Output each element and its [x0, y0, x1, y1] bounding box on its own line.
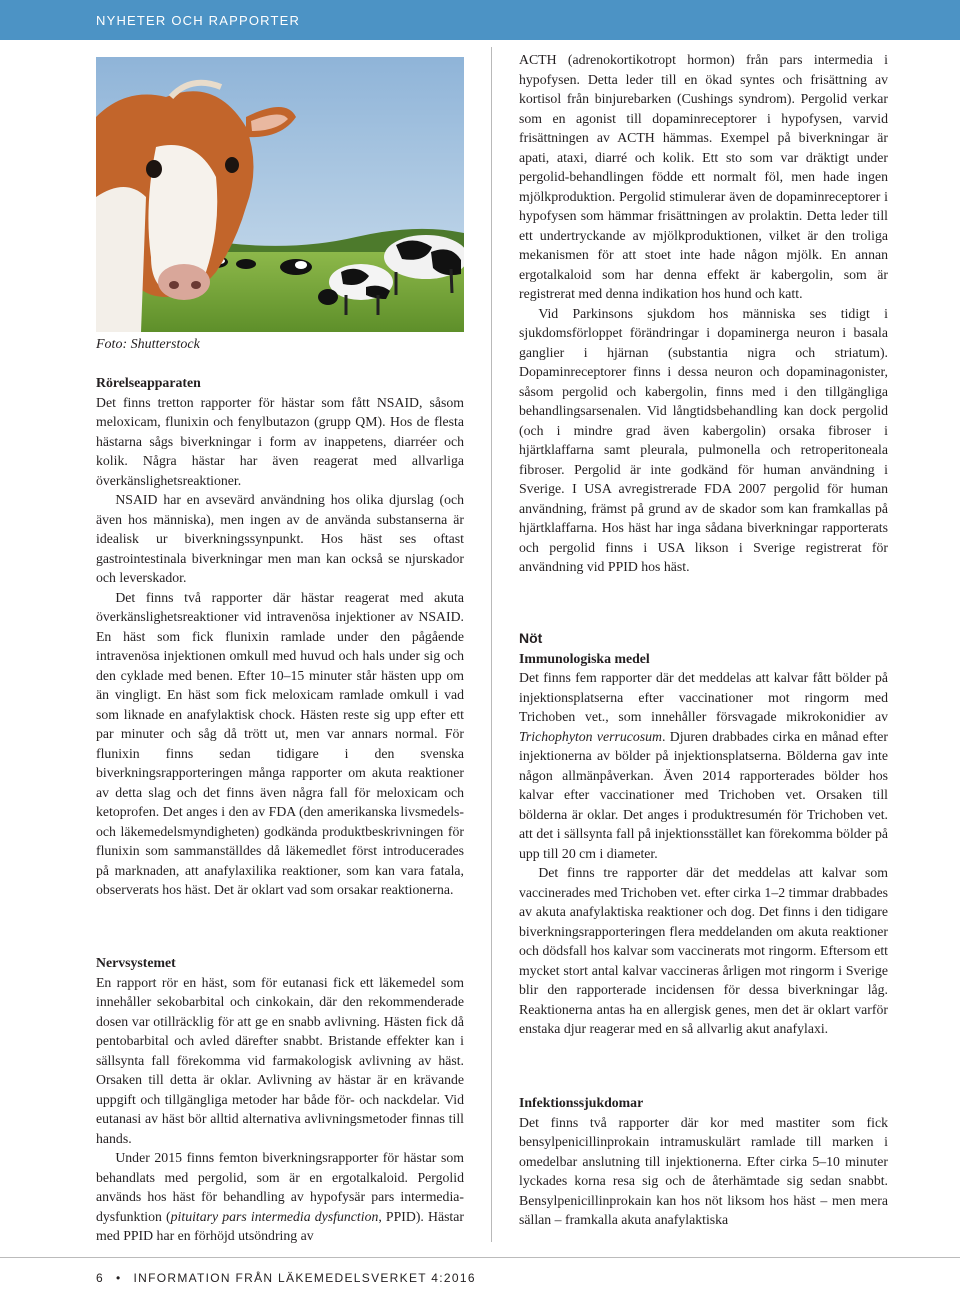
left-column-bottom: [96, 953, 464, 1246]
subheading-immunologiska-medel: Immunologiska medel: [519, 650, 650, 666]
column-divider: [491, 47, 492, 1242]
section-heading-rorelseapparaten: Rörelseapparaten: [96, 375, 201, 390]
paragraph: En rapport rör en häst, som för eutanasi fick ett läkemedel som innehåller sekobarbital och cinkokain, där den rekommenderade dosen var otillräcklig för att ge en snabb avlivning. Hästen fick då pentobarbital och avled därefter snabbt. Bristande effekter kan i sällsynta fall förekomma vid farmakologisk avlivning av häst. Orsaken till detta är oklar. Avlivning av hästar är en krävande uppgift och tillgängliga metoder har både för- och nackdelar. Vid eutanasi av häst bör alltid alternativa avlivningsmetoder finnas till hands.: [96, 974, 464, 1146]
paragraph: Under 2015 finns femton biverkningsrapporter för hästar som behandlats med pergolid, som är en ergotalkaloid. Pergolid används hos häst för behandling av hypofysär pars intermedia-dysfunktion (pituitary pars intermedia dysfunction, PPID). Hästar med PPID har en förhöjd utsöndring av: [96, 1150, 464, 1243]
paragraph: Vid Parkinsons sjukdom hos människa ses tidigt i sjukdomsförloppet förändringar i dopaminerga neuron i basala ganglier i hjärnan (substantia nigra och striatum). Dopaminreceptorer finns i dessa neuron och dopaminagonister, såsom pergolid och kabergolin, finns med i den tillgängliga behandlingsarsenalen. Vid långtidsbehandling kan dock pergolid (och i mindre grad även kabergolin) orsaka fibroser i hjärtklaffarna samt pleurala, pulmonella och retroperitoneala fibroser. Pergolid är inte godkänd för human användning i Sverige. I USA avregistrerade FDA 2007 pergolid för human användning, främst på grund av de skador som kan framkallas på hjärtklaffarna. Hos häst har inga sådana biverkningar rapporterats och pergolid finns i USA likson i Sverige registrerat för användning vid PPID hos häst.: [519, 305, 888, 574]
paragraph: NSAID har en avsevärd användning hos olika djurslag (och även hos människa), men ingen av de använda substanserna är idealisk ur biverkningssynpunkt. Hos häst ses oftast gastrointestinala biverkningar men man kan också se njurskador och leverskador.: [96, 492, 464, 585]
right-column-middle: [519, 629, 888, 1039]
italic-term: pituitary pars intermedia dysfunction: [170, 1208, 379, 1224]
footer-separator: •: [115, 1271, 122, 1285]
publication-title: INFORMATION FRÅN LÄKEMEDELSVERKET 4:2016: [133, 1271, 476, 1285]
paragraph: Det finns tretton rapporter för hästar som fått NSAID, såsom meloxicam, flunixin och fenylbutazon (grupp QM). Hos de flesta hästarna sågs biverkningar i form av inappetens, diarréer och kolik. Några hästar har även reagerat med allvarliga överkänslighetsreaktioner.: [96, 394, 464, 488]
cow-photo: [96, 57, 464, 332]
paragraph: Det finns tre rapporter där det meddelas att kalvar som vaccinerades med Trichoben vet. efter cirka 1–2 timmar drabbades av akuta anafylaktiska reaktioner och dog. Det finns i den tidigare biverkningsrapporteringen flera meddelanden om akuta reaktioner och dödsfall hos kalvar som vaccinerats mot ringorm. Eftersom ett mycket stort antal kalvar vaccineras årligen mot ringorm i Sverige blir den rapporterade incidensen för dessa biverkningar låg. Reaktionerna antas ha en allergisk genes, men det är oklart varför enstaka djur reagerar med en så allvarlig akut anafylaxi.: [519, 865, 888, 1036]
page-number: 6: [96, 1271, 104, 1285]
right-column-top: [519, 50, 888, 577]
page-footer: [0, 1257, 960, 1296]
section-heading-not: Nöt: [519, 630, 543, 646]
paragraph: Det finns två rapporter där kor med mastiter som fick bensylpenicillinprokain intramuskulärt ramlade till marken i omedelbar anslutning till injektionerna. Efter cirka 5–10 minuter lyckades korna resa sig och de återhämtade sig sedan snabbt. Bensylpenicillinprokain kan hos nöt liksom hos häst – men mera sällan – framkalla akuta anafylaktiska: [519, 1114, 888, 1227]
section-heading-nervsystemet: Nervsystemet: [96, 955, 176, 970]
section-heading-infektionssjukdomar: Infektionssjukdomar: [519, 1095, 644, 1110]
photo-caption: Foto: Shutterstock: [96, 337, 200, 352]
italic-term: Trichophyton verrucosum: [519, 728, 662, 744]
section-header-bar: [0, 0, 960, 40]
left-column-top: [96, 373, 464, 900]
paragraph: Det finns två rapporter där hästar reagerat med akuta överkänslighetsreaktioner vid intravenösa injektioner av NSAID. En häst som fick flunixin ramlade under den pågående intravenösa injektionen omkull med huvud och hals under sig och den cyklade med benen. Efter 10–15 minuter står hästen upp om än vingligt. En häst som fick meloxicam ramlade omkull i vad som liknade en anafylaktisk chock. Hästen reste sig upp efter ett par minuter och såg då trött ut, men var annars normal. För flunixin finns sedan tidigare i den svenska biverkningsrapporteringen många rapporter om akuta reaktioner av detta slag och det finns även några fall för meloxicam och ketoprofen. Det anges i den av FDA (den amerikanska livsmedels- och läkemedelsmyndigheten) godkända produktbeskrivningen för flunixin som sammanställdes då läkemedlet först introducerades på marknaden, att anafylaxilika reaktioner, som kan vara fatala, observerats hos häst. Det är oklart vad som orsakar reaktionerna.: [96, 589, 464, 897]
paragraph: Det finns fem rapporter där det meddelas att kalvar fått bölder på injektionsplatserna efter vaccinationer mot ringorm med Trichoben vet., som innehåller försvagade mikrokonidier av Trichophyton verrucosum. Djuren drabbades cirka en månad efter injektionerna av bölder på injektionsplatserna. Bölderna gav inte någon allmänpåverkan. Även 2014 rapporterades bölder hos kalvar efter vaccinationer med Trichoben vet. Orsaken till bölderna är oklar. Det anges i produktresumén för Trichoben vet. att det i sällsynta fall på injektionsstället kan förekomma bölder på upp till 20 cm i diameter.: [519, 670, 888, 861]
section-header-label: NYHETER OCH RAPPORTER: [96, 13, 301, 28]
right-column-bottom: [519, 1093, 888, 1230]
paragraph: ACTH (adrenokortikotropt hormon) från pars intermedia i hypofysen. Detta leder till en ökad syntes och frisättning av kortisol från binjurebarken (Cushings syndrom). Pergolid verkar som en agonist till dopaminreceptorer i hypofysen, varvid frisättningen av ACTH hämmas. Exempel på biverkningar är apati, ataxi, diarré och kolik. Ett sto som var dräktigt under pergolid-behandlingen födde ett normalt föl, men hade ingen mjölkproduktion. Pergolid stimulerar även de dopaminreceptorer i hypofysen som hämmar frisättningen av prolaktin. Detta leder till ett undertryckande av mjölkproduktionen, vilket är den troliga mekanismen för att stoet inte hade någon mjölk. En annan ergotalkaloid som har denna effekt är kabergolin, som är registrerat med denna indikation hos hund och katt.: [519, 52, 888, 301]
